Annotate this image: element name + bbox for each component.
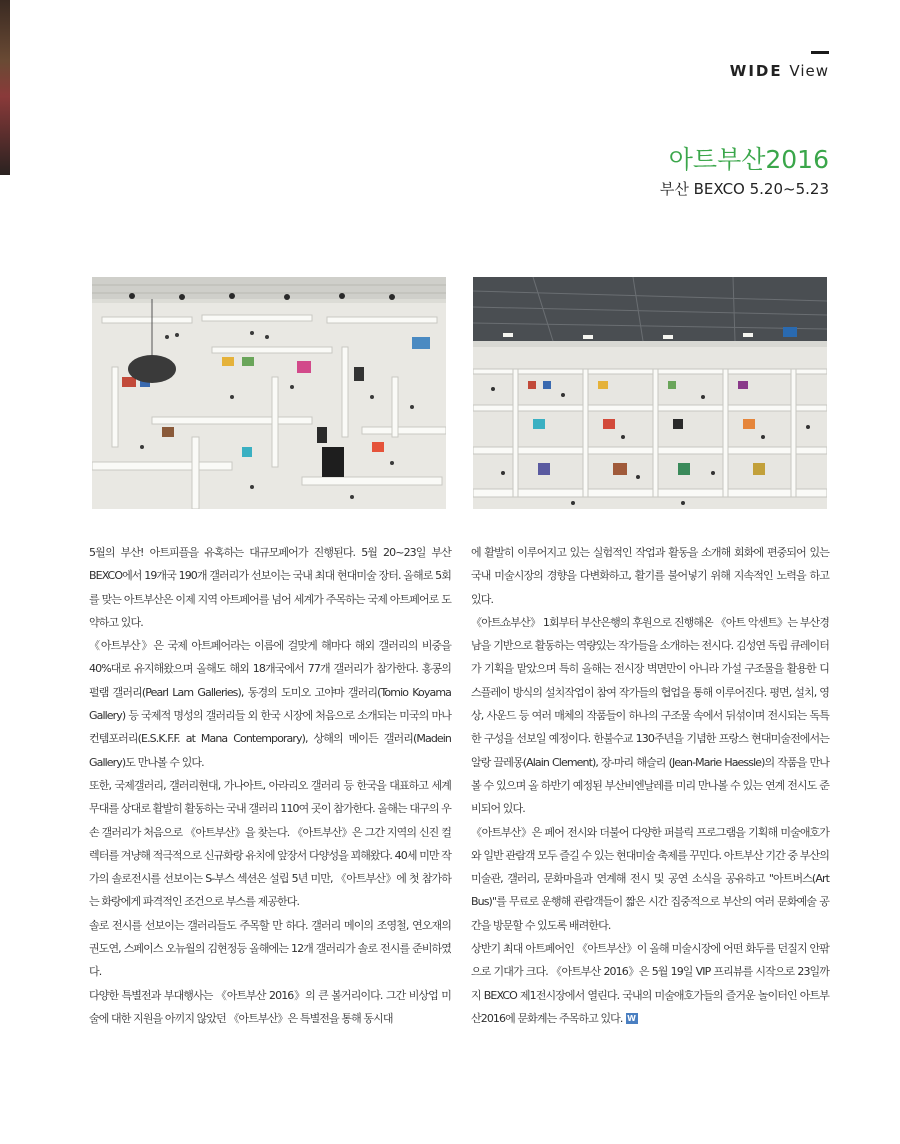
body-paragraph-last-text: 상반기 최대 아트페어인 《아트부산》이 올해 미술시장에 어떤 화두를 던질지 안팎으로 기대가 크다. 《아트부산 2016》은 5월 19일 VIP 프리뷰를 시작으로 23일까지 BEXCO 제1전시장에서 열린다. 국내의 미술애호가들의 즐거운 놀이터인 아트부산2016에 문화계는 주목하고 있다.	[471, 942, 829, 1025]
article-subtitle: 부산 BEXCO 5.20~5.23	[659, 180, 829, 198]
article-title: 아트부산2016	[668, 145, 829, 174]
art-fair-hall-photo-right	[473, 277, 827, 509]
body-paragraph-last	[471, 937, 829, 1030]
end-mark-icon: W	[627, 1014, 636, 1024]
header-rule	[811, 51, 829, 54]
body-paragraph: 《아트부산》은 국제 아트페어라는 이름에 걸맞게 해마다 해외 갤러리의 비중을 40%대로 유지해왔으며 올해도 해외 18개국에서 77개 갤러리가 참가한다. 홍콩의 펄램 갤러리(Pearl Lam Galleries), 동경의 도미오 고야마 갤러리(Tomio Koyama Gallery) 등 국제적 명성의 갤러리들 외 한국 시장에 처음으로 소개되는 미국의 마나 컨템포러리(E.S.K.F.F. at Mana Contemporary), 상해의 메이든 갤러리(Madein Gallery)도 만나볼 수 있다.	[89, 639, 451, 769]
section-tag	[730, 62, 829, 80]
art-fair-hall-photo-left	[92, 277, 446, 509]
article-body-right-column	[471, 541, 829, 1030]
body-paragraph: 5월의 부산! 아트피플을 유혹하는 대규모페어가 진행된다. 5월 20~23일 부산 BEXCO에서 19개국 190개 갤러리가 선보이는 국내 최대 현대미술 장터. 올해로 5회를 맞는 아트부산은 이제 지역 아트페어를 넘어 세계가 주목하는 국제 아트페어로 도약하고 있다.	[89, 546, 451, 629]
body-paragraph: 다양한 특별전과 부대행사는 《아트부산 2016》의 큰 볼거리이다. 그간 비상업 미술에 대한 지원을 아끼지 않았던 《아트부산》은 특별전을 통해 동시대	[89, 988, 451, 1025]
body-paragraph: 또한, 국제갤러리, 갤러리현대, 가나아트, 아라리오 갤러리 등 한국을 대표하고 세계무대를 상대로 활발히 활동하는 국내 갤러리 110여 곳이 참가한다. 올해는 대구의 우손 갤러리가 처음으로 《아트부산》을 찾는다. 《아트부산》은 그간 지역의 신진 컬렉터를 겨냥해 적극적으로 신규화랑 유치에 앞장서 다양성을 꾀해왔다. 40세 미만 작가의 솔로전시를 선보이는 S-부스 섹션은 설립 5년 미만, 《아트부산》에 첫 참가하는 화랑에게 파격적인 조건으로 부스를 제공한다.	[89, 778, 451, 909]
edge-photo-strip	[0, 0, 10, 175]
body-paragraph: 《아트부산》은 페어 전시와 더불어 다양한 퍼블릭 프로그램을 기획해 미술애호가와 일반 관람객 모두 즐길 수 있는 현대미술 축제를 꾸민다. 아트부산 기간 중 부산의 미술관, 갤러리, 문화마을과 연계해 전시 및 공연 소식을 공유하고 "아트버스(Art Bus)"를 무료로 운행해 관람객들이 짧은 시간 집중적으로 부산의 여러 문화예술 공간을 방문할 수 있도록 배려한다.	[471, 825, 829, 932]
section-tag-light: View	[789, 62, 829, 80]
body-paragraph: 《아트쇼부산》 1회부터 부산은행의 후원으로 진행해온 《아트 악센트》는 부산경남을 기반으로 활동하는 역량있는 작가들을 소개하는 전시다. 김성연 독립 큐레이터가 기획을 맡았으며 특히 올해는 전시장 벽면만이 아니라 가설 구조물을 활용한 디스플레이 방식의 설치작업이 참여 작가들의 협업을 통해 이루어진다. 평면, 설치, 영상, 사운드 등 여러 매체의 작품들이 하나의 구조물 속에서 뒤섞이며 전시되는 독특한 구성을 선보일 예정이다. 한불수교 130주년을 기념한 프랑스 현대미술전에서는 알랑 끌레몽(Alain Clement), 장-마리 해슬리 (Jean-Marie Haessle)의 작품을 만나볼 수 있으며 올 하반기 예정된 부산비엔날레를 미리 만나볼 수 있는 연계 전시도 준비되어 있다.	[471, 615, 829, 816]
body-paragraph: 에 활발히 이루어지고 있는 실험적인 작업과 활동을 소개해 회화에 편중되어 있는 국내 미술시장의 경향을 다변화하고, 활기를 불어넣기 위해 지속적인 노력을 하고 있다.	[471, 546, 829, 606]
article-body-left-column	[89, 541, 451, 1030]
section-tag-strong: WIDE	[729, 62, 783, 80]
body-paragraph: 솔로 전시를 선보이는 갤러리들도 주목할 만 하다. 갤러리 메이의 조영철, 연오재의 권도연, 스페이스 오뉴월의 김현정등 올해에는 12개 갤러리가 솔로 전시를 준비하였다.	[89, 918, 451, 979]
